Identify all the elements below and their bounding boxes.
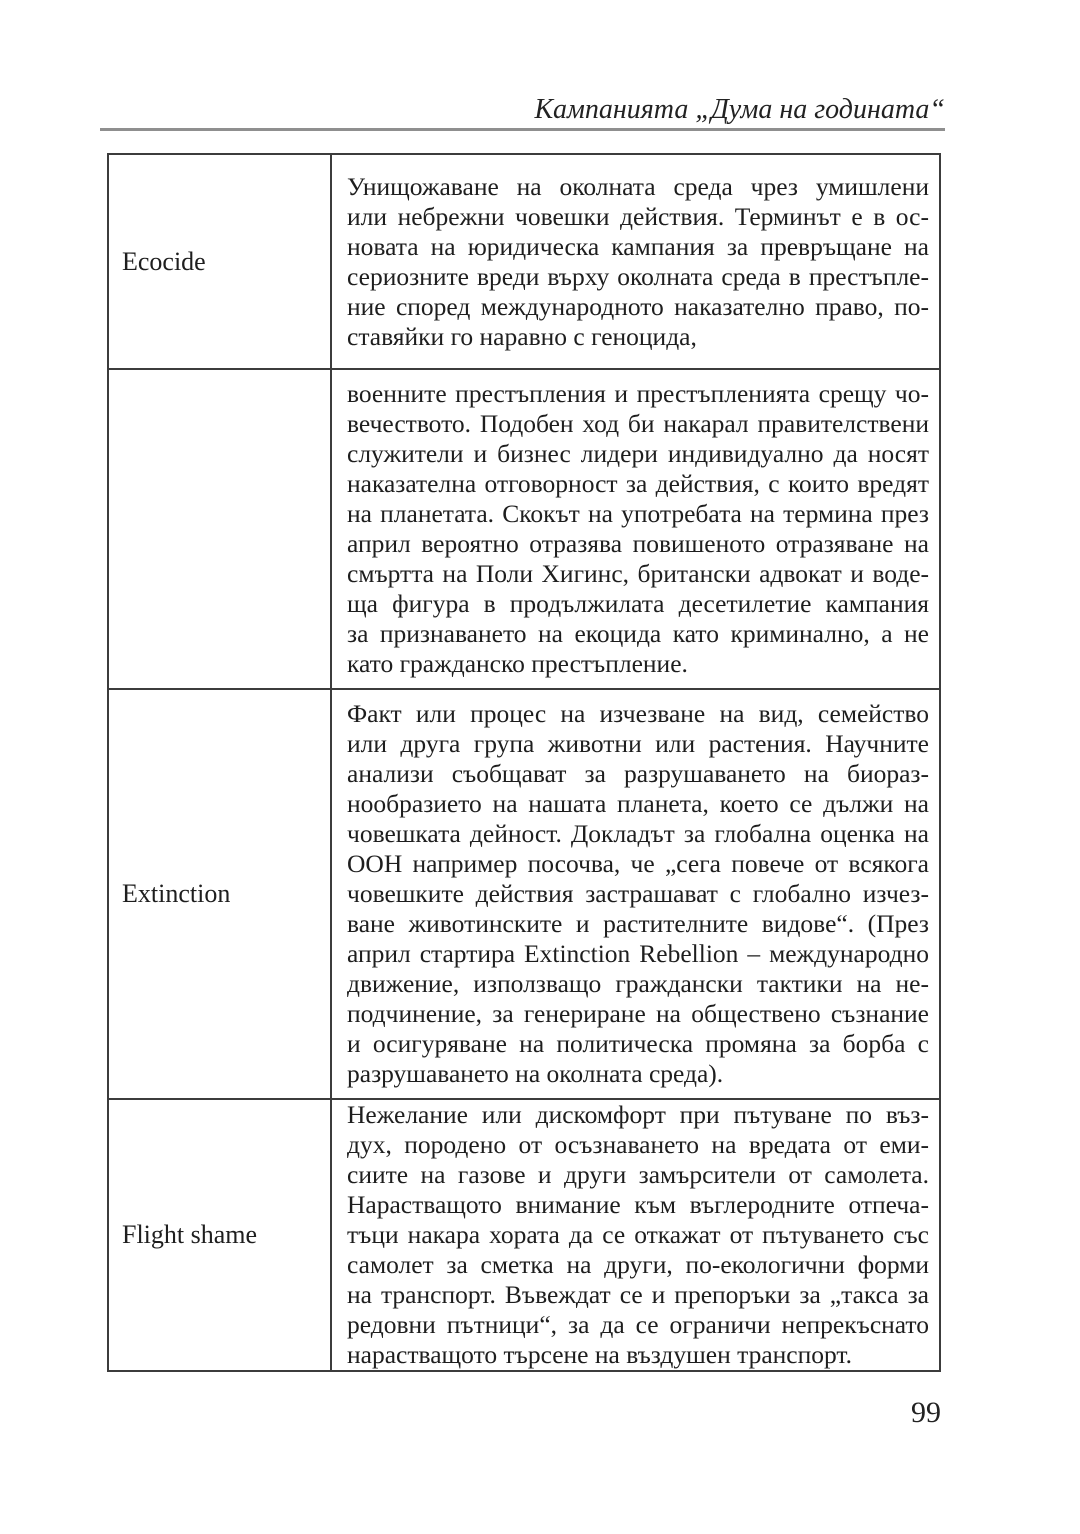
term-cell-extinction: Extinction [109,690,332,1098]
table-row-flight-shame [109,1098,939,1370]
term-cell-flight-shame: Flight shame [109,1100,332,1370]
term-cell-empty [109,370,332,688]
definition-cell-extinction: Факт или процес на изчезване на вид, семейство или друга група животни или растения. Научните анализи съобщават за разрушаването на биораз- нообразието на нашата планета, което се дължи на човешката дейност. Докладът за глобална оценка на ООН например посочва, че „сега повече от всякога човешките действия застрашават с глобално изчез- ване животинските и растителните видове“. (През април стартира Extinction Rebellion – международно движение, използващо граждански тактики на не- подчинение, за генериране на обществено съзнание и осигуряване на политическа промяна за борба с разрушаването на околната среда). [347,699,929,1088]
term-cell-ecocide: Ecocide [109,155,332,368]
definition-cell-flight-shame: Нежелание или дискомфорт при пътуване по въз- дух, породено от осъзнаването на вредата от еми- сиите на газове и други замърсители от самолета. Нарастващото внимание към въглеродните отпеча- тъци накара хората да се откажат от пътуването със самолет за сметка на други, по-екологични форми на транспорт. Въвеждат се и препоръки за „такса за редовни пътници“, за да се ограничи непрекъснато нарастващото търсене на въздушен транспорт. [347,1100,929,1369]
definition-cell-ecocide: Унищожаване на околната среда чрез умишлени или небрежни човешки действия. Терминът е в ос- новата на юридическа кампания за превръщане на сериозните вреди върху околната среда в престъпле- ние според международното наказателно право, по- ставяйки го наравно с геноцида, [347,171,929,351]
table-row-extinction [109,688,939,1098]
header-rule [100,128,945,131]
running-header: Кампанията „Дума на годината“ [534,94,945,125]
table-row-ecocide [109,155,939,368]
page-number: 99 [911,1396,941,1429]
table-row-ecocide-continued [109,368,939,688]
terms-table [107,153,941,1372]
definition-cell-ecocide-continued: военните престъпления и престъпленията срещу чо- вечеството. Подобен ход би накарал правителствени служители и бизнес лидери индивидуално да носят наказателна отговорност за действия, с които вредят на планетата. Скокът на употребата на термина през април вероятно отразява повишеното отразяване на смъртта на Поли Хигинс, британски адвокат и воде- ща фигура в продължилата десетилетие кампания за признаването на екоцида като криминално, а не като гражданско престъпление. [347,379,929,678]
